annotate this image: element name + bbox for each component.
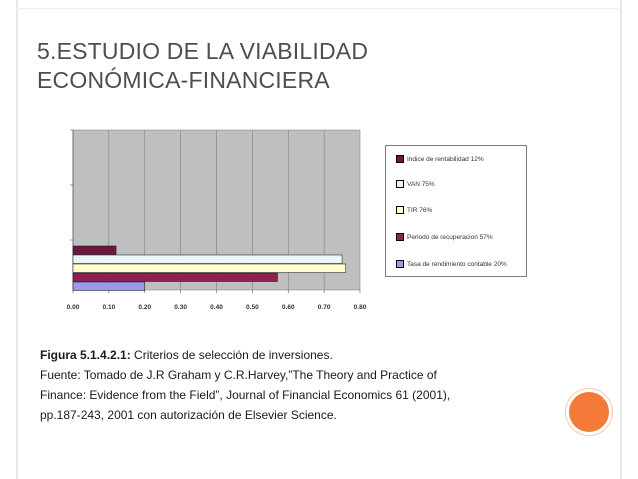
slide-title-line-2: ECONÓMICA-FINANCIERA [37, 67, 330, 93]
bar-5 [73, 282, 145, 291]
bar-chart [60, 125, 380, 315]
figure-caption [40, 345, 540, 425]
slide-top-line [16, 8, 622, 9]
caption-figure-label: Figura 5.1.4.2.1: [40, 348, 131, 362]
bar-4 [73, 273, 277, 282]
bar-chart-svg [60, 125, 380, 315]
bar-1 [73, 246, 116, 255]
legend-item [396, 205, 432, 215]
legend-label: TIR 76% [407, 206, 433, 214]
legend-label: Tasa de rendimiento contable 20% [407, 260, 507, 268]
caption-line-4: pp.187-243, 2001 con autorización de Elsevier Science. [40, 408, 337, 422]
caption-line-3: Finance: Evidence from the Field”, Journal of Financial Economics 61 (2001), [40, 388, 451, 402]
x-tick-label: 0.40 [210, 304, 223, 311]
x-tick-label: 0.30 [174, 304, 187, 311]
x-tick-label: 0.50 [246, 304, 259, 311]
x-tick-label: 0.20 [138, 304, 152, 311]
x-tick-label: 0.00 [66, 304, 80, 311]
slide-title [37, 37, 557, 95]
legend-item [396, 259, 507, 269]
legend-item [396, 232, 493, 242]
legend-swatch [396, 206, 404, 214]
legend-label: VAN 75% [407, 180, 435, 188]
caption-figure-text: Criterios de selección de inversiones. [130, 348, 333, 362]
legend-swatch [396, 180, 404, 188]
chart-legend [385, 145, 527, 277]
decorative-orange-circle [566, 389, 612, 435]
x-tick-label: 0.80 [353, 304, 367, 311]
bar-3 [73, 264, 346, 273]
x-tick-label: 0.10 [102, 304, 116, 311]
caption-line-2: Fuente: Tomado de J.R Graham y C.R.Harvey,”The Theory and Practice of [40, 368, 437, 382]
legend-label: Indice de rentabilidad 12% [407, 155, 484, 163]
legend-item [396, 154, 484, 164]
slide-title-line-1: 5.ESTUDIO DE LA VIABILIDAD [37, 38, 369, 64]
legend-swatch [396, 155, 404, 163]
legend-swatch [396, 260, 404, 268]
x-tick-label: 0.60 [281, 304, 295, 311]
caption-line-1 [40, 345, 540, 365]
legend-label: Periodo de recuperacion 57% [407, 233, 493, 241]
slide-left-border [16, 0, 18, 479]
x-tick-label: 0.70 [317, 304, 331, 311]
legend-swatch [396, 233, 404, 241]
bar-2 [73, 255, 342, 264]
slide-right-border [620, 0, 622, 479]
legend-item [396, 179, 435, 189]
